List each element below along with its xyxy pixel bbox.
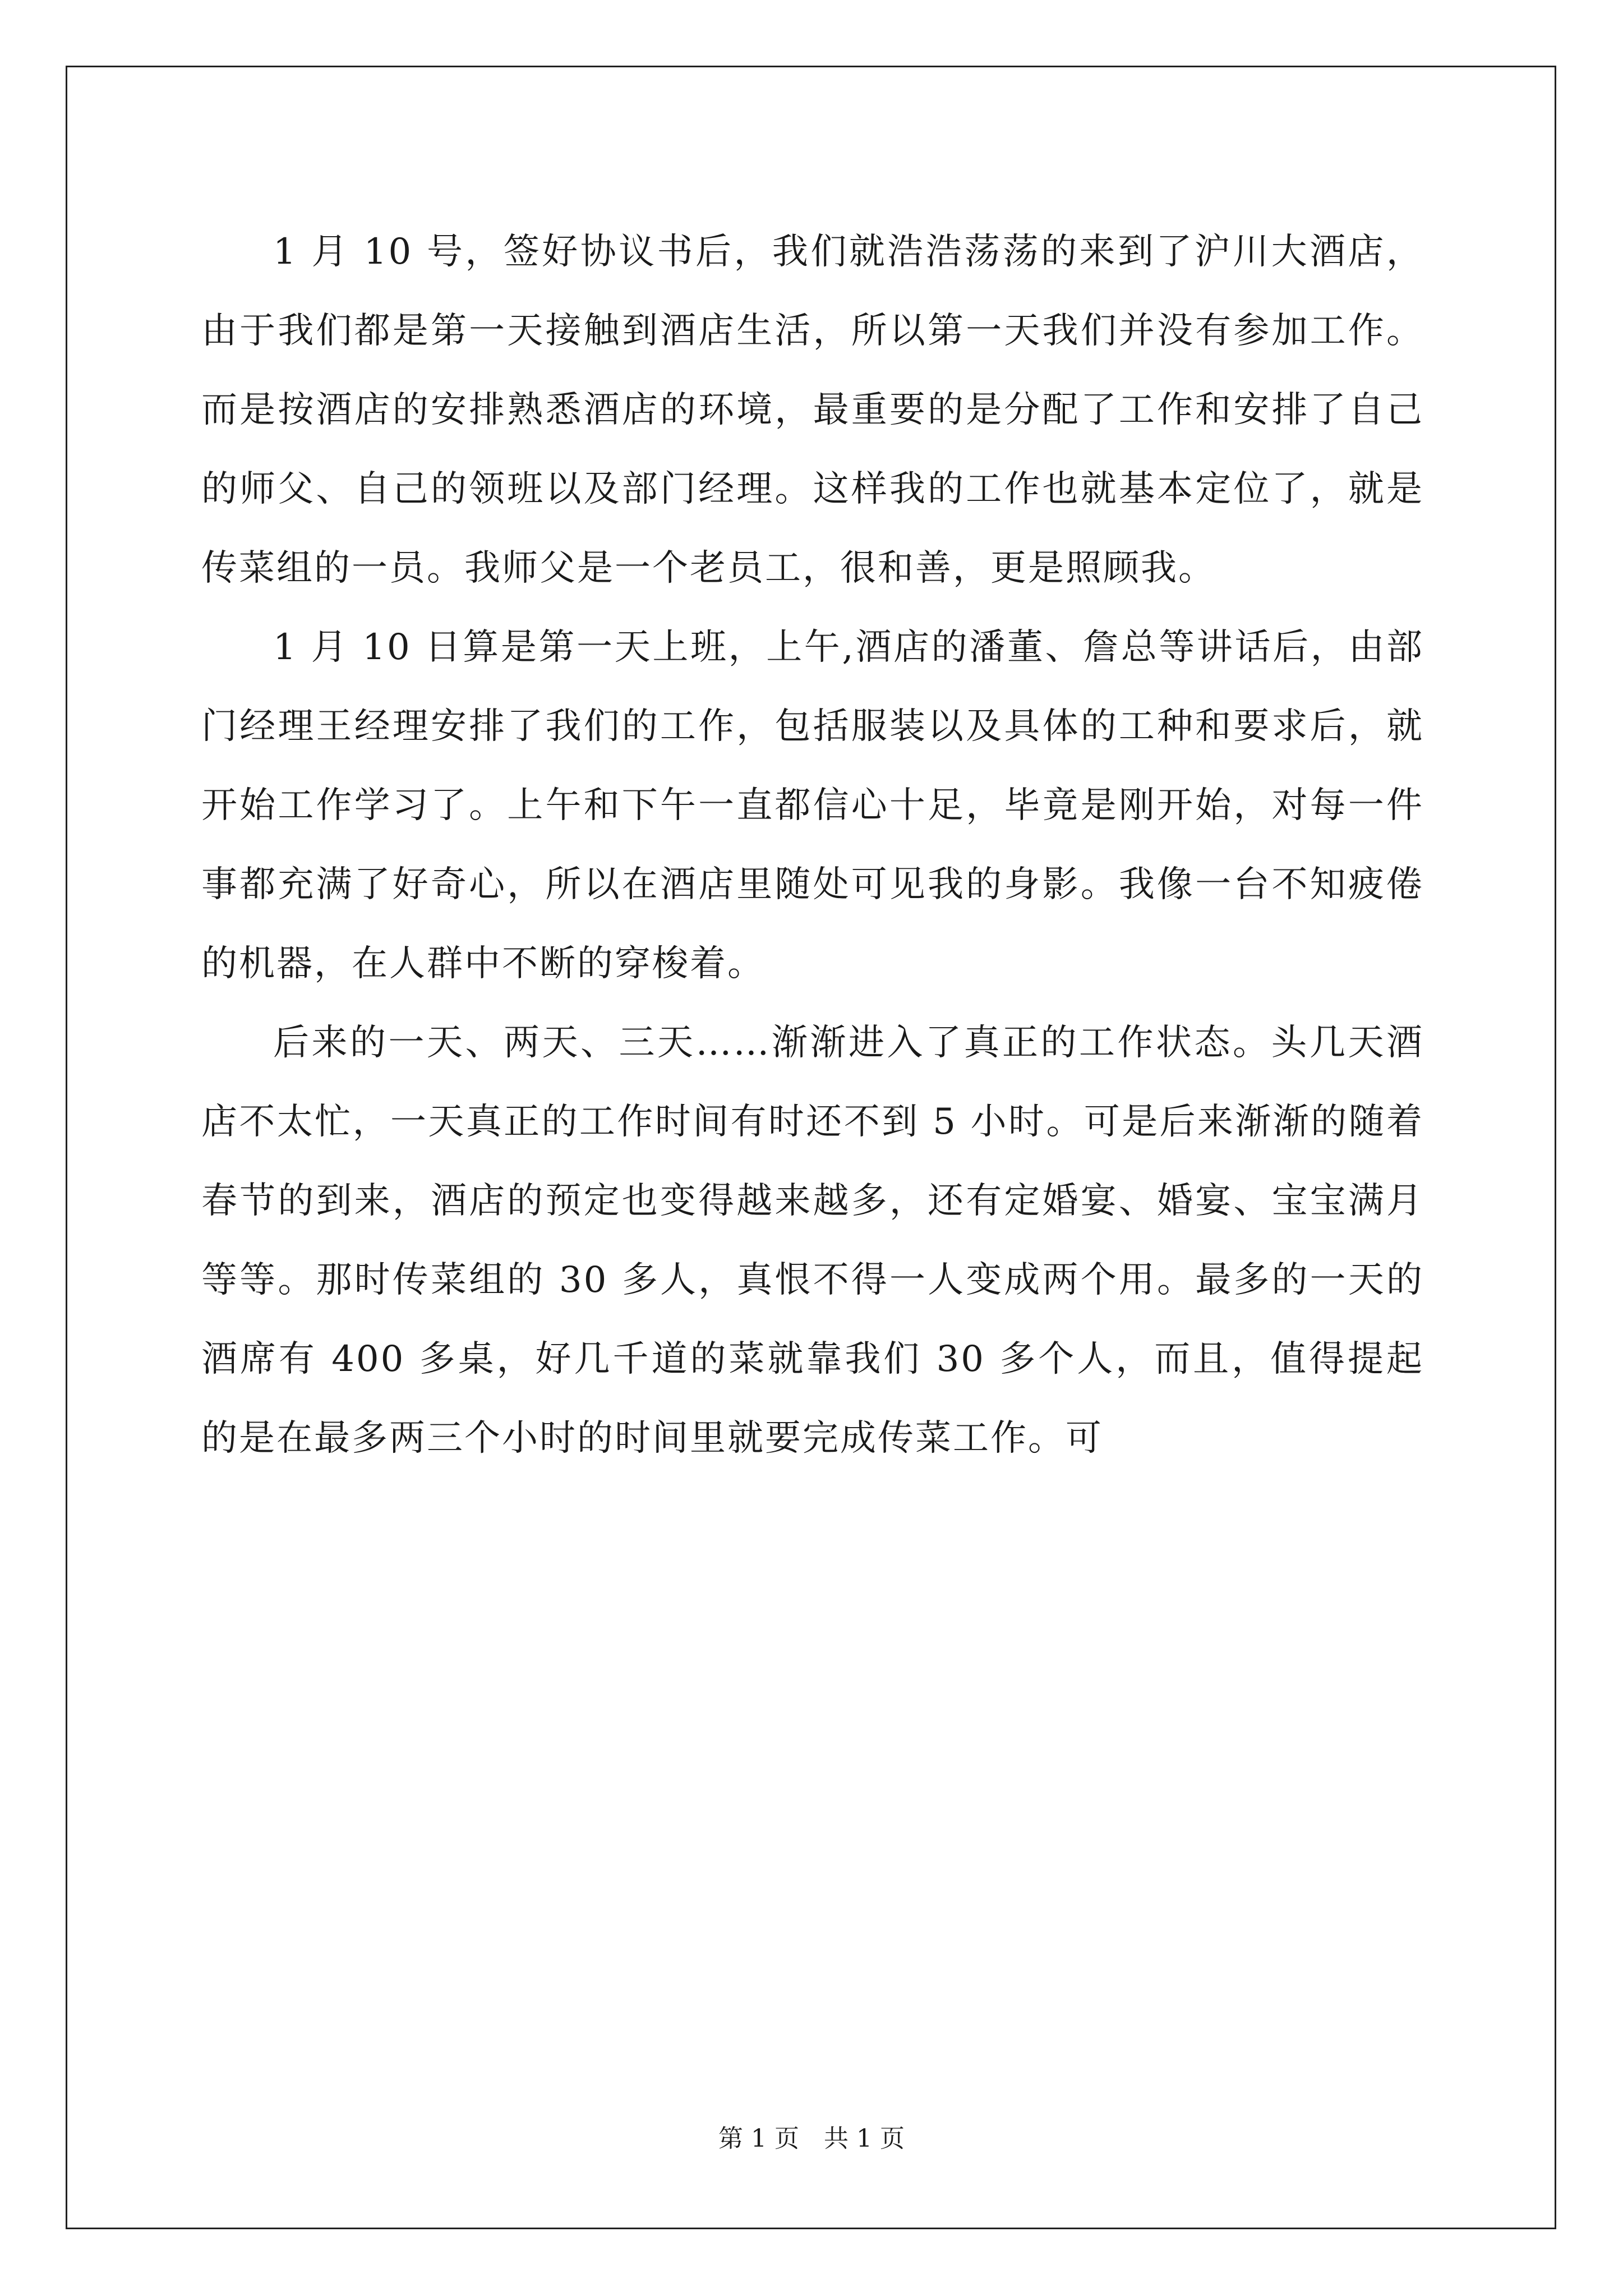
paragraph-3: 后来的一天、两天、三天……渐渐进入了真正的工作状态。头几天酒店不太忙，一天真正的工作时间有时还不到 5 小时。可是后来渐渐的随着春节的到来，酒店的预定也变得越来越多，还有定婚宴、婚宴、宝宝满月等等。那时传菜组的 30 多人，真恨不得一人变成两个用。最多的一天的酒席有 400 多桌，好几千道的菜就靠我们 30 多个人，而且，值得提起的是在最多两三个小时的时间里就要完成传菜工作。可 xyxy=(201,1022,1424,1459)
paragraph-1: 1 月 10 号，签好协议书后，我们就浩浩荡荡的来到了沪川大酒店，由于我们都是第一天接触到酒店生活，所以第一天我们并没有参加工作。而是按酒店的安排熟悉酒店的环境，最重要的是分配了工作和安排了自己的师父、自己的领班以及部门经理。这样我的工作也就基本定位了，就是传菜组的一员。我师父是一个老员工，很和善，更是照顾我。 xyxy=(201,231,1424,589)
document-body xyxy=(201,213,1424,1478)
paragraph-2: 1 月 10 日算是第一天上班，上午,酒店的潘董、詹总等讲话后，由部门经理王经理安排了我们的工作，包括服装以及具体的工种和要求后，就开始工作学习了。上午和下午一直都信心十足，毕竟是刚开始，对每一件事都充满了好奇心，所以在酒店里随处可见我的身影。我像一台不知疲倦的机器，在人群中不断的穿梭着。 xyxy=(201,627,1424,984)
page-number-footer: 第 1 页 共 1 页 xyxy=(718,2124,905,2153)
